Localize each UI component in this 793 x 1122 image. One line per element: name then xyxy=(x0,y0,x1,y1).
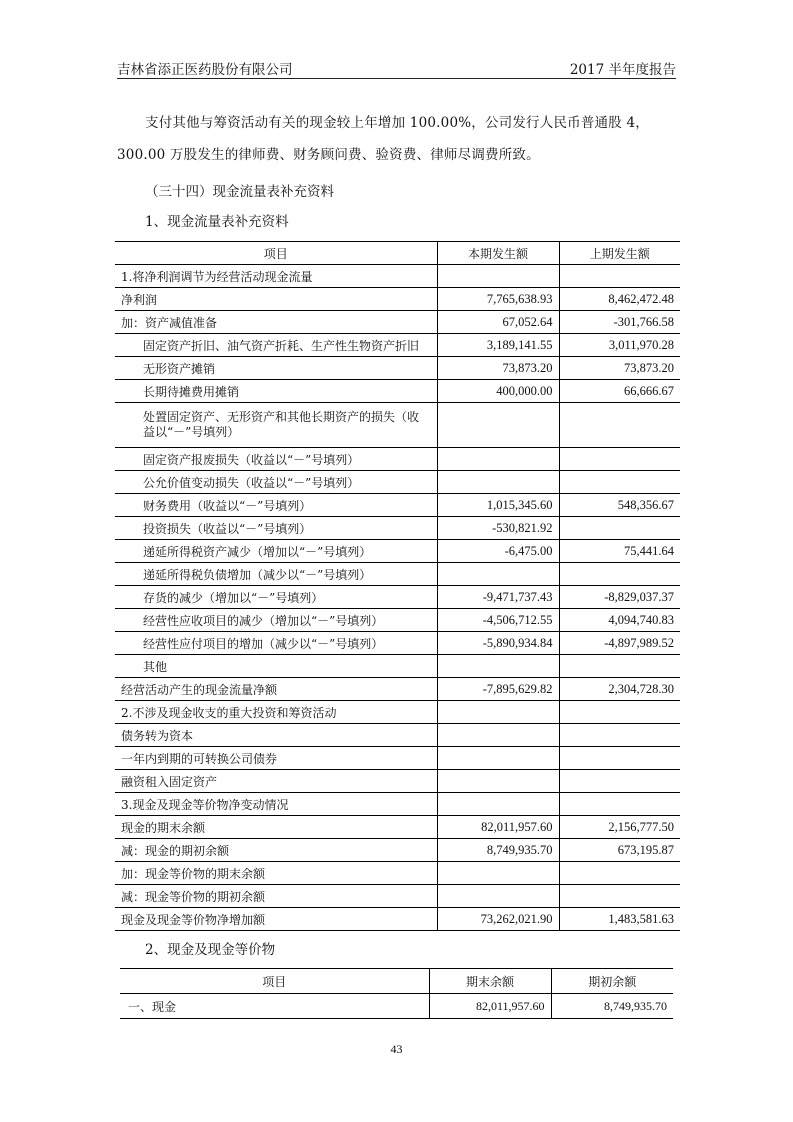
prior-period-value: 8,462,472.48 xyxy=(559,288,680,311)
table-row xyxy=(115,265,680,288)
column-header: 期初余额 xyxy=(551,969,673,994)
current-period-value xyxy=(437,655,559,678)
prior-period-value xyxy=(559,655,680,678)
row-label: 固定资产折旧、油气资产折耗、生产性生物资产折旧 xyxy=(115,334,437,357)
current-period-value xyxy=(437,563,559,586)
row-label: 加：现金等价物的期末余额 xyxy=(115,862,437,885)
current-period-value: 7,765,638.93 xyxy=(437,288,559,311)
table-row xyxy=(115,724,680,747)
table-row xyxy=(115,816,680,839)
row-label: 债务转为资本 xyxy=(115,724,437,747)
current-period-value: -5,890,934.84 xyxy=(437,632,559,655)
table-row xyxy=(115,586,680,609)
section-title: （三十四）现金流量表补充资料 xyxy=(145,184,334,200)
prior-period-value: 4,094,740.83 xyxy=(559,609,680,632)
table-row xyxy=(115,334,680,357)
subsection-title-1: 1、现金流量表补充资料 xyxy=(145,214,289,230)
prior-period-value: -8,829,037.37 xyxy=(559,586,680,609)
row-label: 投资损失（收益以“－”号填列） xyxy=(115,517,437,540)
cash-equivalents-table xyxy=(120,968,673,1019)
table-row xyxy=(115,563,680,586)
current-period-value: 400,000.00 xyxy=(437,380,559,403)
current-period-value xyxy=(437,724,559,747)
report-title: 2017 半年度报告 xyxy=(569,62,676,78)
current-period-value: 67,052.64 xyxy=(437,311,559,334)
prior-period-value xyxy=(559,793,680,816)
table-row xyxy=(115,288,680,311)
prior-period-value xyxy=(559,862,680,885)
row-label: 经营性应收项目的减少（增加以“－”号填列） xyxy=(115,609,437,632)
prior-period-value xyxy=(559,747,680,770)
prior-period-value xyxy=(559,403,680,448)
row-label: 一年内到期的可转换公司债券 xyxy=(115,747,437,770)
current-period-value: -7,895,629.82 xyxy=(437,678,559,701)
page-header xyxy=(117,56,676,79)
prior-period-value: 3,011,970.28 xyxy=(559,334,680,357)
current-period-value: -6,475.00 xyxy=(437,540,559,563)
column-header: 本期发生额 xyxy=(437,242,559,265)
table-body xyxy=(115,265,680,931)
column-header: 项目 xyxy=(120,969,429,994)
current-period-value xyxy=(437,448,559,471)
table-row xyxy=(115,678,680,701)
current-period-value: 3,189,141.55 xyxy=(437,334,559,357)
row-label: 2.不涉及现金收支的重大投资和筹资活动 xyxy=(115,701,437,724)
prior-period-value: 75,441.64 xyxy=(559,540,680,563)
row-label: 处置固定资产、无形资产和其他长期资产的损失（收益以“－”号填列） xyxy=(115,403,437,448)
body-paragraph: 支付其他与筹资活动有关的现金较上年增加 100.00%，公司发行人民币普通股 4，300.00 万股发生的律师费、财务顾问费、验资费、律师尽调费所致。 xyxy=(117,115,649,163)
prior-period-value xyxy=(559,701,680,724)
prior-period-value xyxy=(559,471,680,494)
table-row xyxy=(115,540,680,563)
current-period-value: -530,821.92 xyxy=(437,517,559,540)
row-label: 固定资产报废损失（收益以“－”号填列） xyxy=(115,448,437,471)
current-period-value xyxy=(437,793,559,816)
column-header: 项目 xyxy=(115,242,437,265)
row-label: 加：资产减值准备 xyxy=(115,311,437,334)
current-period-value xyxy=(437,471,559,494)
page-number: 43 xyxy=(390,1042,403,1056)
current-period-value: -4,506,712.55 xyxy=(437,609,559,632)
table-row xyxy=(115,517,680,540)
current-period-value: 82,011,957.60 xyxy=(437,816,559,839)
prior-period-value xyxy=(559,563,680,586)
current-period-value xyxy=(437,862,559,885)
table-row xyxy=(115,747,680,770)
prior-period-value xyxy=(559,265,680,288)
row-label: 减：现金的期初余额 xyxy=(115,839,437,862)
row-label: 公允价值变动损失（收益以“－”号填列） xyxy=(115,471,437,494)
current-period-value xyxy=(437,701,559,724)
row-label: 财务费用（收益以“－”号填列） xyxy=(115,494,437,517)
row-label: 经营性应付项目的增加（减少以“－”号填列） xyxy=(115,632,437,655)
prior-period-value: 2,156,777.50 xyxy=(559,816,680,839)
row-label: 其他 xyxy=(115,655,437,678)
current-period-value: 8,749,935.70 xyxy=(437,839,559,862)
prior-period-value: -301,766.58 xyxy=(559,311,680,334)
row-label: 现金及现金等价物净增加额 xyxy=(115,908,437,931)
prior-period-value xyxy=(559,448,680,471)
table-row xyxy=(115,311,680,334)
current-period-value: 73,262,021.90 xyxy=(437,908,559,931)
table-row xyxy=(115,839,680,862)
current-period-value: 73,873.20 xyxy=(437,357,559,380)
column-header: 期末余额 xyxy=(429,969,551,994)
prior-period-value: 548,356.67 xyxy=(559,494,680,517)
table-row xyxy=(115,862,680,885)
row-label: 递延所得税资产减少（增加以“－”号填列） xyxy=(115,540,437,563)
table-row xyxy=(115,471,680,494)
current-period-value xyxy=(437,265,559,288)
current-period-value: -9,471,737.43 xyxy=(437,586,559,609)
row-label: 减：现金等价物的期初余额 xyxy=(115,885,437,908)
row-label: 存货的减少（增加以“－”号填列） xyxy=(115,586,437,609)
row-label: 3.现金及现金等价物净变动情况 xyxy=(115,793,437,816)
table-row xyxy=(115,403,680,448)
subsection-title-2: 2、现金及现金等价物 xyxy=(145,942,276,958)
row-label: 经营活动产生的现金流量净额 xyxy=(115,678,437,701)
table-header-row xyxy=(115,242,680,265)
table-row xyxy=(115,701,680,724)
prior-period-value: 66,666.67 xyxy=(559,380,680,403)
table-row xyxy=(115,908,680,931)
table-body xyxy=(120,994,673,1019)
table-row xyxy=(115,448,680,471)
cash-flow-supplement-table xyxy=(115,241,680,931)
prior-period-value xyxy=(559,885,680,908)
closing-balance-value: 82,011,957.60 xyxy=(429,994,551,1019)
prior-period-value xyxy=(559,517,680,540)
row-label: 1.将净利润调节为经营活动现金流量 xyxy=(115,265,437,288)
row-label: 无形资产摊销 xyxy=(115,357,437,380)
current-period-value: 1,015,345.60 xyxy=(437,494,559,517)
table-row xyxy=(115,380,680,403)
prior-period-value: 73,873.20 xyxy=(559,357,680,380)
row-label: 长期待摊费用摊销 xyxy=(115,380,437,403)
table-row xyxy=(115,655,680,678)
current-period-value xyxy=(437,747,559,770)
column-header: 上期发生额 xyxy=(559,242,680,265)
table-row xyxy=(115,885,680,908)
current-period-value xyxy=(437,403,559,448)
prior-period-value xyxy=(559,770,680,793)
row-label: 现金的期末余额 xyxy=(115,816,437,839)
opening-balance-value: 8,749,935.70 xyxy=(551,994,673,1019)
current-period-value xyxy=(437,770,559,793)
table-row xyxy=(115,609,680,632)
table-row xyxy=(115,770,680,793)
table-header-row xyxy=(120,969,673,994)
company-name: 吉林省添正医药股份有限公司 xyxy=(117,62,293,78)
prior-period-value: 673,195.87 xyxy=(559,839,680,862)
prior-period-value: -4,897,989.52 xyxy=(559,632,680,655)
row-label: 一、现金 xyxy=(120,994,429,1019)
current-period-value xyxy=(437,885,559,908)
table-row xyxy=(115,632,680,655)
row-label: 融资租入固定资产 xyxy=(115,770,437,793)
table-row xyxy=(120,994,673,1019)
row-label: 递延所得税负债增加（减少以“－”号填列） xyxy=(115,563,437,586)
table-row xyxy=(115,494,680,517)
table-row xyxy=(115,793,680,816)
prior-period-value: 1,483,581.63 xyxy=(559,908,680,931)
table-row xyxy=(115,357,680,380)
row-label: 净利润 xyxy=(115,288,437,311)
prior-period-value: 2,304,728.30 xyxy=(559,678,680,701)
prior-period-value xyxy=(559,724,680,747)
